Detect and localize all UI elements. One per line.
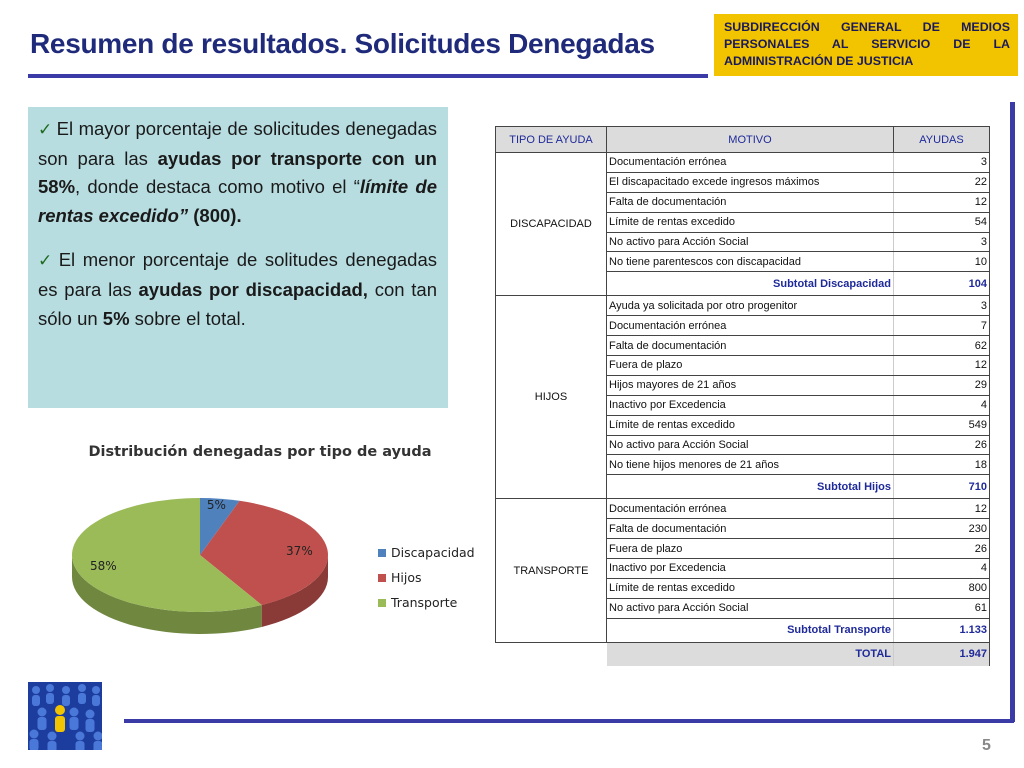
motivo-cell: Fuera de plazo [607, 356, 894, 376]
chart-title: Distribución denegadas por tipo de ayuda [88, 444, 432, 460]
motivo-cell: Fuera de plazo [607, 539, 894, 559]
checkmark-icon: ✓ [38, 120, 53, 139]
ayudas-cell: 3 [894, 232, 990, 252]
total-value: 1.947 [894, 642, 990, 666]
pie-label-hijos: 37% [286, 543, 313, 558]
chart-legend [378, 545, 475, 620]
legend-label: Discapacidad [391, 545, 475, 560]
ayudas-cell: 26 [894, 539, 990, 559]
header-ayudas: AYUDAS [894, 127, 990, 153]
ayudas-cell: 61 [894, 598, 990, 618]
header-motivo: MOTIVO [607, 127, 894, 153]
bullet2-text-a: El menor porcentaje de solitudes denegadas es para las [38, 249, 437, 300]
bullet2-text-b: ayudas por discapacidad, [138, 278, 368, 300]
motivo-cell: Límite de rentas excedido [607, 212, 894, 232]
bullet1-text-e: (800). [188, 204, 242, 226]
ayudas-cell: 62 [894, 336, 990, 356]
ayudas-cell: 3 [894, 296, 990, 316]
ayudas-cell: 12 [894, 356, 990, 376]
ayudas-cell: 549 [894, 415, 990, 435]
motivo-cell: No activo para Acción Social [607, 435, 894, 455]
bullet1-text-c: , donde destaca como motivo el “ [75, 176, 360, 198]
org-line-2: PERSONALES AL SERVICIO DE LA [724, 37, 1010, 51]
subtotal-value: 1.133 [894, 618, 990, 642]
bullet-discapacidad [38, 246, 437, 333]
organization-box [714, 14, 1018, 76]
ayudas-cell: 4 [894, 559, 990, 579]
table-row [496, 153, 990, 173]
motivo-cell: Falta de documentación [607, 192, 894, 212]
legend-label: Transporte [391, 595, 458, 610]
bullet2-text-c: con tan sólo un [38, 278, 437, 329]
bullet1-text-a: El mayor porcentaje de solicitudes denegadas son para las [38, 118, 437, 169]
table-row [496, 499, 990, 519]
ayudas-cell: 29 [894, 375, 990, 395]
ayudas-cell: 18 [894, 455, 990, 475]
motivo-cell: No tiene hijos menores de 21 años [607, 455, 894, 475]
type-cell: DISCAPACIDAD [496, 153, 607, 296]
subtotal-label: Subtotal Discapacidad [607, 272, 894, 296]
ayudas-cell: 4 [894, 395, 990, 415]
ayudas-cell: 800 [894, 578, 990, 598]
page-number: 5 [982, 737, 991, 754]
legend-item [378, 545, 475, 560]
table-row [496, 296, 990, 316]
bullet2-text-e: sobre el total. [129, 307, 246, 329]
legend-label: Hijos [391, 570, 422, 585]
motivo-cell: Documentación errónea [607, 499, 894, 519]
ayudas-cell: 7 [894, 316, 990, 336]
ayudas-cell: 10 [894, 252, 990, 272]
motivo-cell: No activo para Acción Social [607, 598, 894, 618]
bullet1-text-b: ayudas por transporte con un 58% [38, 147, 437, 198]
ayudas-cell: 3 [894, 153, 990, 173]
legend-swatch [378, 549, 386, 557]
motivo-cell: No activo para Acción Social [607, 232, 894, 252]
people-crowd-icon [28, 682, 102, 750]
footer-line [124, 719, 1014, 723]
motivo-cell: Inactivo por Excedencia [607, 559, 894, 579]
pie-chart [60, 490, 360, 670]
bullet-transporte [38, 115, 437, 230]
legend-item [378, 595, 475, 610]
type-cell: TRANSPORTE [496, 499, 607, 642]
ayudas-cell: 26 [894, 435, 990, 455]
subtotal-label: Subtotal Transporte [607, 618, 894, 642]
motivo-cell: Inactivo por Excedencia [607, 395, 894, 415]
motivo-cell: Límite de rentas excedido [607, 578, 894, 598]
subtotal-value: 710 [894, 475, 990, 499]
pie-label-transporte: 58% [89, 559, 117, 574]
bullet2-text-d: 5% [102, 307, 130, 329]
legend-item [378, 570, 475, 585]
pie-label-discapacidad: 5% [206, 497, 226, 512]
motivo-cell: Hijos mayores de 21 años [607, 375, 894, 395]
org-line-3: ADMINISTRACIÓN DE JUSTICIA [724, 54, 914, 68]
right-border-line [1010, 102, 1015, 722]
org-line-1: SUBDIRECCIÓN GENERAL DE MEDIOS [724, 20, 1010, 34]
summary-bullets [28, 107, 448, 408]
title-underline [28, 74, 708, 78]
header-tipo: TIPO DE AYUDA [496, 127, 607, 153]
blank-cell [496, 642, 607, 666]
subtotal-value: 104 [894, 272, 990, 296]
ayudas-cell: 22 [894, 172, 990, 192]
subtotal-label: Subtotal Hijos [607, 475, 894, 499]
motivo-cell: Falta de documentación [607, 519, 894, 539]
results-table [495, 126, 990, 666]
ayudas-cell: 12 [894, 499, 990, 519]
motivo-cell: Documentación errónea [607, 153, 894, 173]
ayudas-cell: 230 [894, 519, 990, 539]
type-cell: HIJOS [496, 296, 607, 499]
total-label: TOTAL [607, 642, 894, 666]
checkmark-icon: ✓ [38, 251, 55, 271]
motivo-cell: Ayuda ya solicitada por otro progenitor [607, 296, 894, 316]
motivo-cell: Falta de documentación [607, 336, 894, 356]
ayudas-cell: 54 [894, 212, 990, 232]
page-title: Resumen de resultados. Solicitudes Denegadas [30, 28, 655, 59]
legend-swatch [378, 574, 386, 582]
legend-swatch [378, 599, 386, 607]
total-row [496, 642, 990, 666]
motivo-cell: El discapacitado excede ingresos máximos [607, 172, 894, 192]
motivo-cell: No tiene parentescos con discapacidad [607, 252, 894, 272]
motivo-cell: Documentación errónea [607, 316, 894, 336]
bullet1-text-d: límite de rentas excedido” [38, 176, 437, 226]
motivo-cell: Límite de rentas excedido [607, 415, 894, 435]
ayudas-cell: 12 [894, 192, 990, 212]
